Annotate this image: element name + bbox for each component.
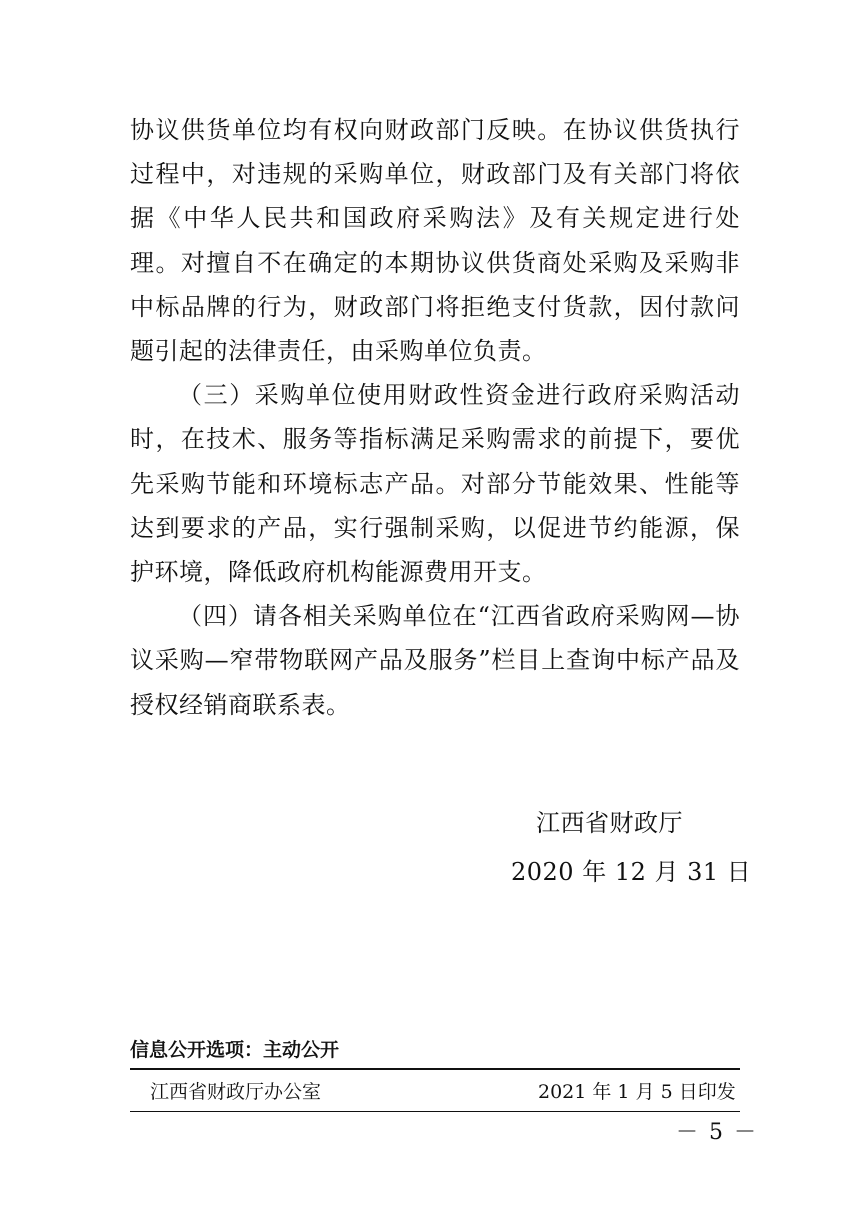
signature-organization: 江西省财政厅 [536, 809, 683, 837]
page-number: － 5 － [676, 1120, 758, 1145]
footer-bottom-rule [130, 1111, 740, 1112]
paragraph-energy-saving-procurement: （三）采购单位使用财政性资金进行政府采购活动时，在技术、服务等指标满足采购需求的前提下，要优先采购节能和环境标志产品。对部分节能效果、性能等达到要求的产品，实行强制采购，以促进节约能源，保护环境，降低政府机构能源费用开支。 [130, 381, 740, 587]
footer-issuing-office: 江西省财政厅办公室 [150, 1081, 322, 1103]
paragraph-procurement-supervision: 协议供货单位均有权向财政部门反映。在协议供货执行过程中，对违规的采购单位，财政部门及有关部门将依据《中华人民共和国政府采购法》及有关规定进行处理。对擅自不在确定的本期协议供货商处采购及采购非中标品牌的行为，财政部门将拒绝支付货款，因付款问题引起的法律责任，由采购单位负责。 [130, 116, 740, 366]
paragraph-query-instructions: （四）请各相关采购单位在“江西省政府采购网—协议采购—窄带物联网产品及服务”栏目上查询中标产品及授权经销商联系表。 [130, 602, 740, 719]
signature-date: 2020 年 12 月 31 日 [511, 858, 752, 886]
footer-issue-date: 2021 年 1 月 5 日印发 [538, 1081, 736, 1103]
footer-top-rule [130, 1068, 740, 1070]
document-body [130, 108, 740, 727]
disclosure-option: 信息公开选项：主动公开 [130, 1039, 340, 1061]
